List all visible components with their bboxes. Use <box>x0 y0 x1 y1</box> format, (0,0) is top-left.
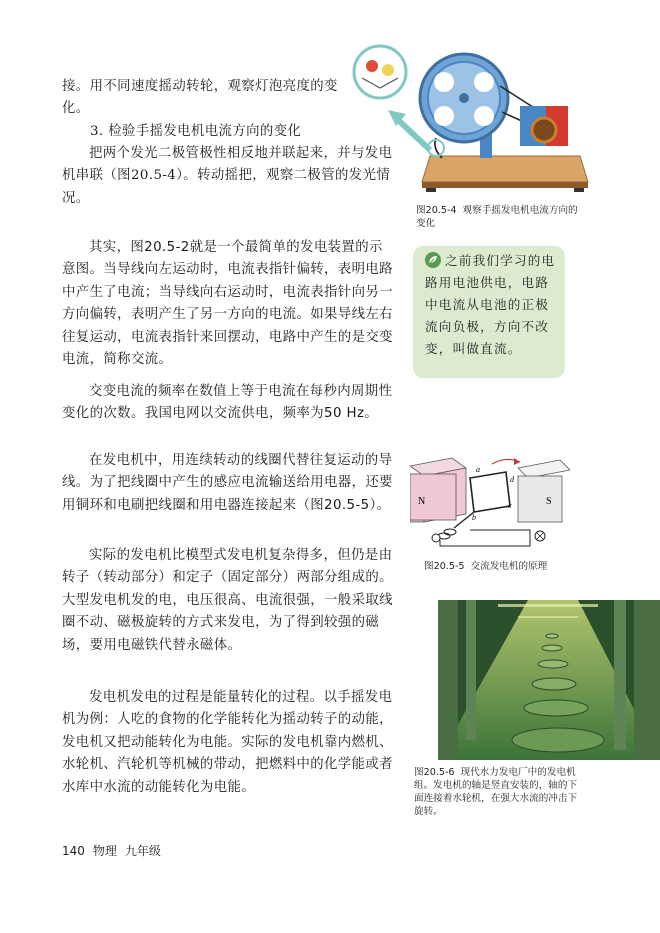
page-number: 140 <box>62 844 85 858</box>
paragraph-3: 把两个发光二极管极性相反地并联起来，并与发电机串联（图20.5-4）。转动摇把，观察二极管的发光情况。 <box>62 146 393 206</box>
hand-generator-illustration <box>352 38 592 198</box>
figure-ac-generator <box>410 448 570 552</box>
magnet-n-label: N <box>418 496 426 507</box>
figure-caption-text: 现代水力发电厂中的发电机组。发电机的轴是竖直安装的，轴的下面连接着水轮机，在强大水流的冲击下旋转。 <box>414 767 578 817</box>
leaf-icon <box>425 252 441 268</box>
paragraph-4: 其实，图20.5-2就是一个最简单的发电装置的示意图。当导线向左运动时，电流表指针偏转，表明电路中产生了电流；当导线向右运动时，电流表指针向另一方向偏转，表明产生了另一方向的电流。如果导线左右往复运动，电流表指针来回摆动，电路中产生的是交变电流，简称交流。 <box>62 240 393 368</box>
magnet-s-label: S <box>546 496 552 507</box>
paragraph-6: 在发电机中，用连续转动的线圈代替往复运动的导线。为了把线圈中产生的感应电流输送给用电器，还要用铜环和电刷把线圈和用电器连接起来（图20.5-5）。 <box>62 453 393 513</box>
figure-number: 图20.5-6 <box>414 767 455 778</box>
page-footer <box>62 842 169 859</box>
hydropower-hall-image <box>438 600 660 760</box>
tip-box <box>413 246 565 378</box>
figure-caption-text: 交流发电机的原理 <box>470 561 548 572</box>
figure-caption-text: 观察手摇发电机电流方向的变化 <box>416 205 578 229</box>
paragraph-7: 实际的发电机比模型式发电机复杂得多，但仍是由转子（转动部分）和定子（固定部分）两部分组成的。大型发电机发的电，电压很高、电流很强，一般采取线圈不动、磁极旋转的方式来发电，为了得到较强的磁场，要用电磁铁代替永磁体。 <box>62 548 393 653</box>
figure-number: 图20.5-4 <box>416 205 457 216</box>
subject-name: 物理 <box>92 844 117 858</box>
ac-generator-diagram <box>410 448 570 552</box>
tip-text: 之前我们学习的电路用电池供电，电路中电流从电池的正极流向负极，方向不改变，叫做直流。 <box>425 253 556 356</box>
paragraph-2-heading: 3. 检验手摇发电机电流方向的变化 <box>90 124 302 139</box>
coil-label-a: a <box>476 465 480 474</box>
coil-label-d: d <box>510 475 514 484</box>
coil-label-b: b <box>472 513 476 522</box>
figure-caption-20-5-6 <box>414 766 580 818</box>
figure-number: 图20.5-5 <box>424 561 465 572</box>
paragraph-5: 交变电流的频率在数值上等于电流在每秒内周期性变化的次数。我国电网以交流供电，频率为50 Hz。 <box>62 384 393 422</box>
figure-hydropower-photo <box>438 600 660 760</box>
coil-label-c: c <box>508 501 512 510</box>
figure-caption-20-5-4 <box>416 204 586 230</box>
figure-caption-20-5-5 <box>424 560 584 573</box>
grade-name: 九年级 <box>124 844 161 858</box>
paragraph-8: 发电机发电的过程是能量转化的过程。以手摇发电机为例：人吃的食物的化学能转化为摇动转子的动能，发电机又把动能转化为电能。实际的发电机靠内燃机、水轮机、汽轮机等机械的带动，把燃料中的化学能或者水库中水流的动能转化为电能。 <box>62 690 393 795</box>
tip-text-block <box>425 250 559 360</box>
figure-hand-generator <box>352 38 592 198</box>
paragraph-1: 接。用不同速度摇动转轮，观察灯泡亮度的变化。 <box>62 79 338 117</box>
